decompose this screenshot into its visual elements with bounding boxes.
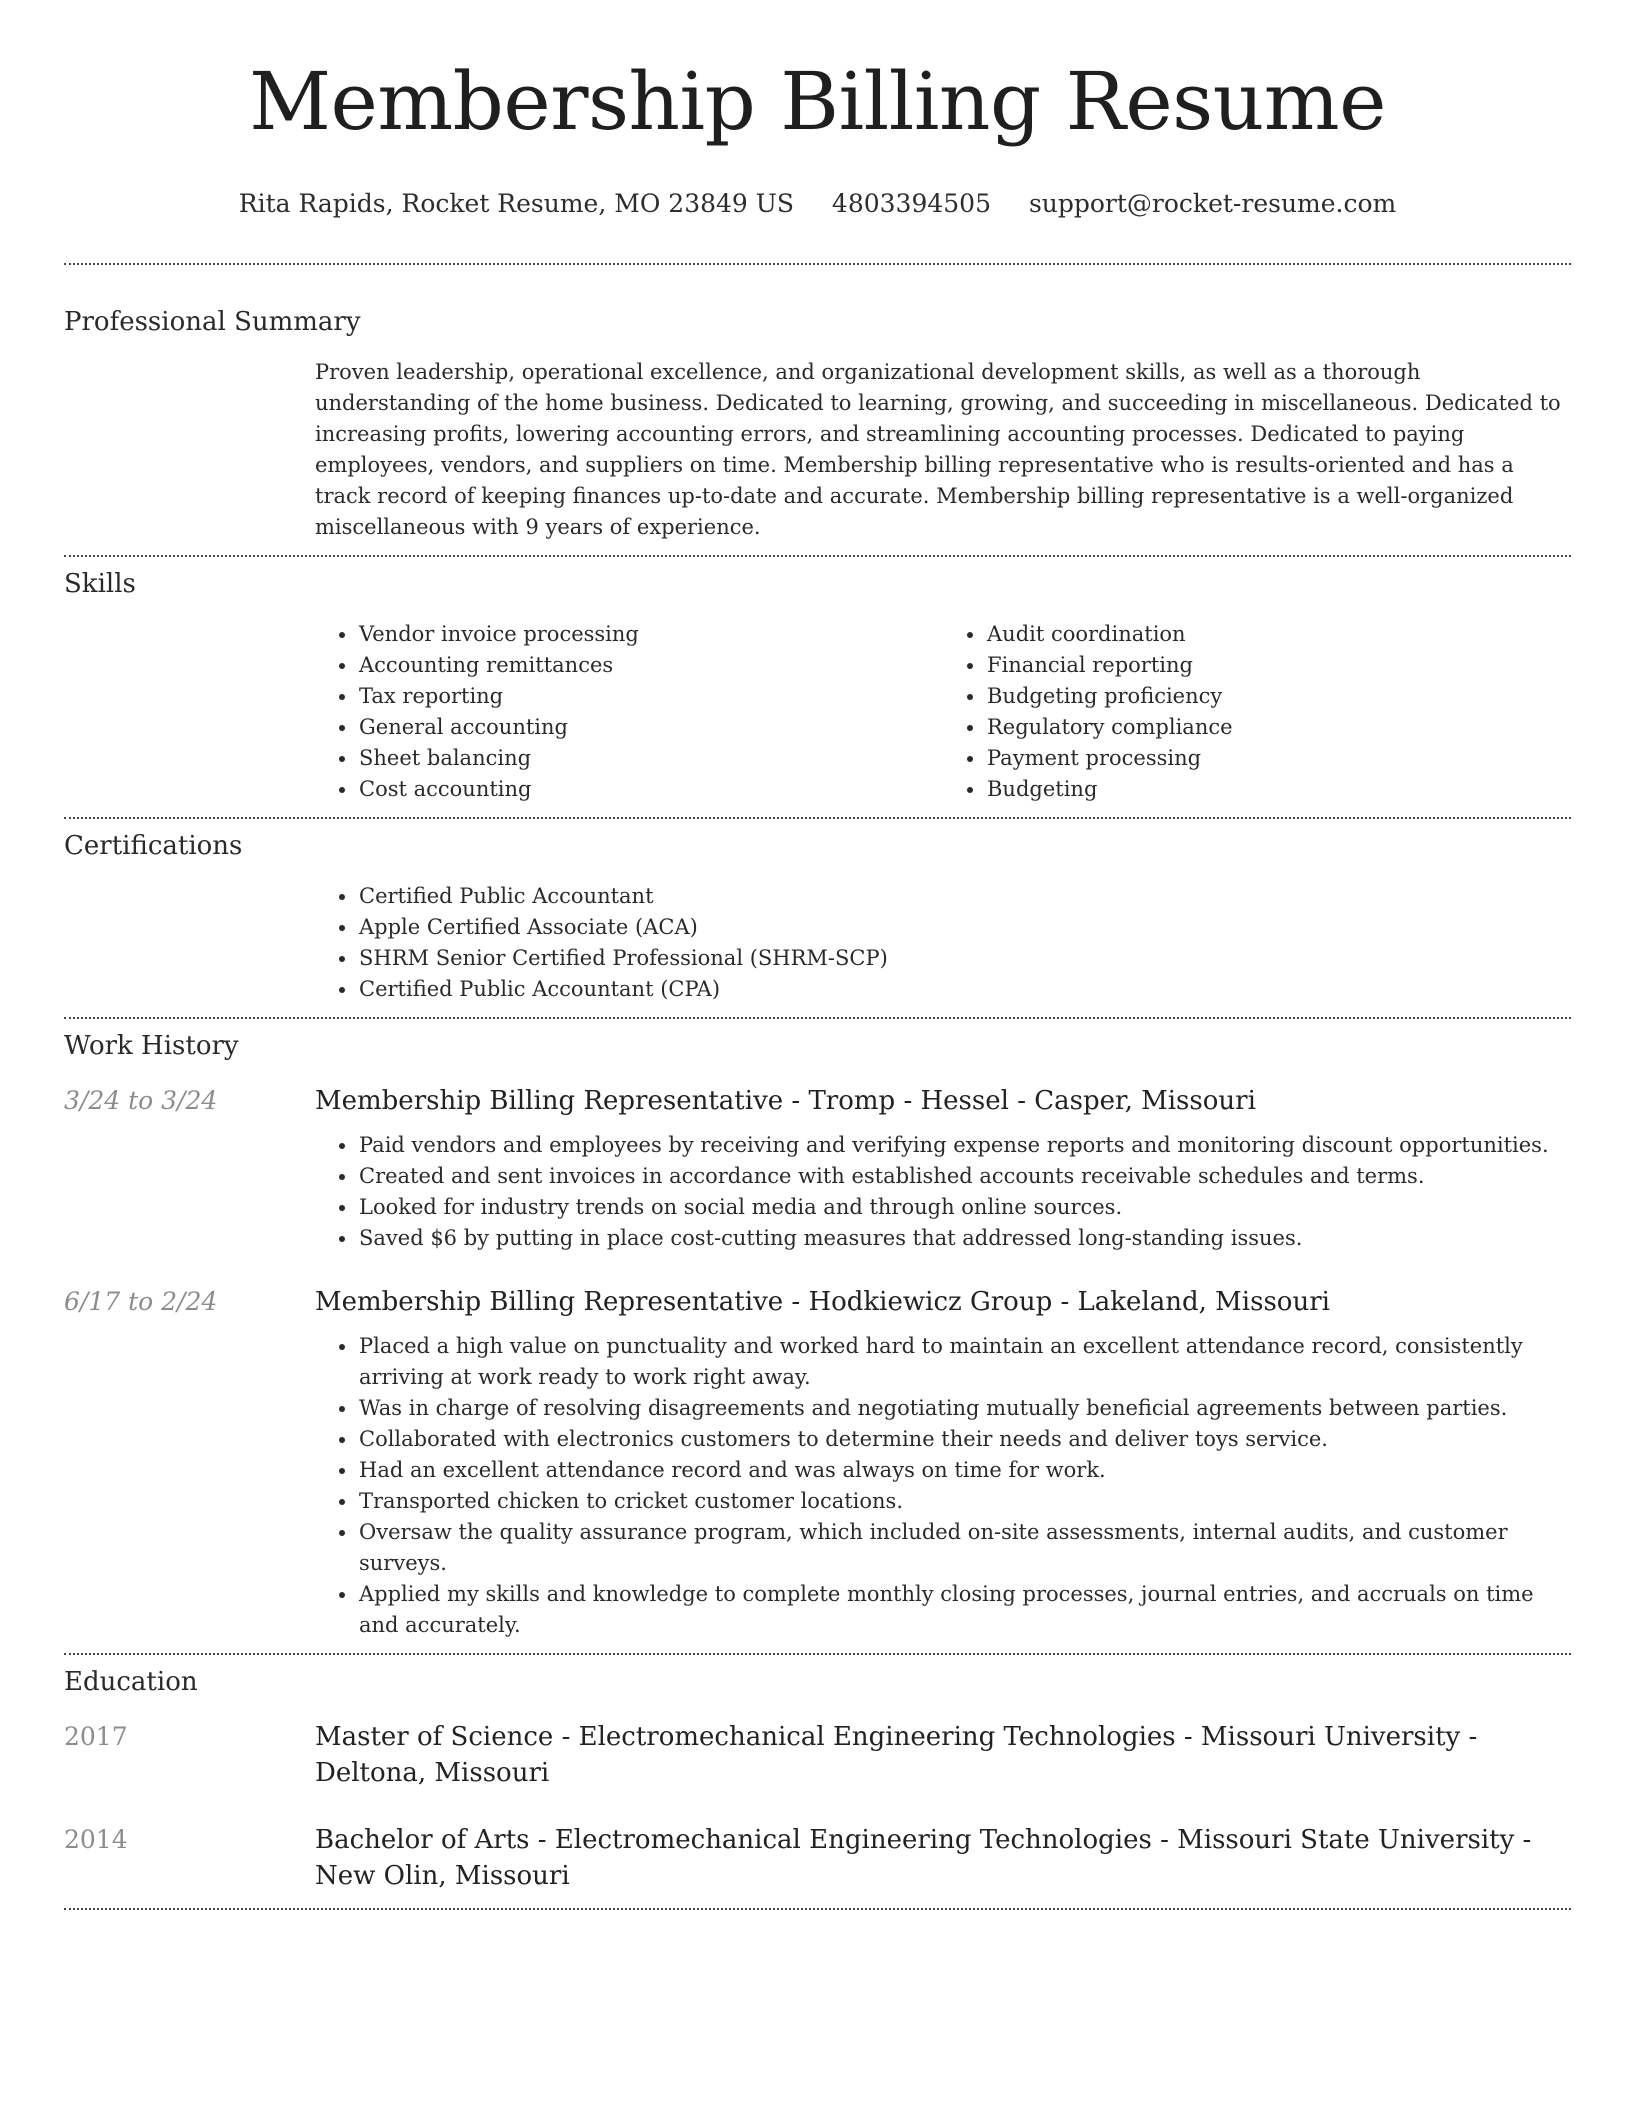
section-title-summary: Professional Summary	[64, 307, 361, 337]
list-item: • Sheet balancing	[358, 743, 943, 774]
section-title-certifications: Certifications	[64, 831, 243, 861]
list-item: • Saved $6 by putting in place cost-cutting measures that addressed long-standing issues.	[358, 1223, 1571, 1254]
contact-phone: 4803394505	[831, 189, 991, 218]
list-item: • Placed a high value on punctuality and worked hard to maintain an excellent attendance record, consistently arriving at work ready to work right away.	[358, 1331, 1571, 1393]
list-item: • Certified Public Accountant (CPA)	[358, 974, 1571, 1005]
list-item: • Financial reporting	[986, 650, 1571, 681]
skills-section	[64, 557, 1571, 805]
list-item: • Payment processing	[986, 743, 1571, 774]
education-headline: Master of Science - Electromechanical Engineering Technologies - Missouri University - Deltona, Missouri	[315, 1722, 1478, 1788]
summary-section	[64, 265, 1571, 543]
section-title-work: Work History	[64, 1031, 239, 1061]
job-dates: 3/24 to 3/24	[64, 1086, 218, 1115]
education-headline: Bachelor of Arts - Electromechanical Engineering Technologies - Missouri State University - New Olin, Missouri	[315, 1825, 1532, 1891]
contact-line	[64, 188, 1571, 220]
resume-title: Membership Billing Resume	[249, 55, 1386, 148]
job-headline: Membership Billing Representative - Tromp - Hessel - Casper, Missouri	[315, 1086, 1256, 1116]
job-bullets	[315, 1331, 1571, 1641]
education-entry	[64, 1822, 1571, 1894]
certifications-list	[315, 881, 1571, 1005]
list-item: • Transported chicken to cricket customer locations.	[358, 1486, 1571, 1517]
contact-address: Rita Rapids, Rocket Resume, MO 23849 US	[238, 189, 794, 218]
list-item: • Collaborated with electronics customers to determine their needs and deliver toys service.	[358, 1424, 1571, 1455]
section-title-education: Education	[64, 1667, 198, 1697]
list-item: • Applied my skills and knowledge to complete monthly closing processes, journal entries, and accruals on time and accurately.	[358, 1579, 1571, 1641]
job-bullets	[315, 1130, 1571, 1254]
list-item: • Vendor invoice processing	[358, 619, 943, 650]
work-section	[64, 1019, 1571, 1641]
education-year: 2014	[64, 1825, 128, 1854]
list-item: • General accounting	[358, 712, 943, 743]
list-item: • Tax reporting	[358, 681, 943, 712]
list-item: • Audit coordination	[986, 619, 1571, 650]
list-item: • Was in charge of resolving disagreements and negotiating mutually beneficial agreements between parties.	[358, 1393, 1571, 1424]
section-title-skills: Skills	[64, 569, 136, 599]
list-item: • Oversaw the quality assurance program, which included on-site assessments, internal audits, and customer surveys.	[358, 1517, 1571, 1579]
list-item: • SHRM Senior Certified Professional (SHRM-SCP)	[358, 943, 1571, 974]
divider	[64, 1908, 1571, 1910]
list-item: • Created and sent invoices in accordance with established accounts receivable schedules and terms.	[358, 1161, 1571, 1192]
education-entry	[64, 1719, 1571, 1791]
list-item: • Had an excellent attendance record and was always on time for work.	[358, 1455, 1571, 1486]
list-item: • Apple Certified Associate (ACA)	[358, 912, 1571, 943]
skills-list-left	[315, 619, 943, 805]
certifications-section	[64, 819, 1571, 1005]
skills-list-right	[943, 619, 1571, 805]
summary-text: Proven leadership, operational excellence, and organizational development skills, as well as a thorough understanding of the home business. Dedicated to learning, growing, and succeeding in miscellaneous. Dedicated to increasing profits, lowering accounting errors, and streamlining accounting processes. Dedicated to paying employees, vendors, and suppliers on time. Membership billing representative who is results-oriented and has a track record of keeping finances up-to-date and accurate. Membership billing representative is a well-organized miscellaneous with 9 years of experience.	[315, 360, 1561, 539]
list-item: • Paid vendors and employees by receiving and verifying expense reports and monitoring discount opportunities.	[358, 1130, 1571, 1161]
contact-email: support@rocket-resume.com	[1028, 189, 1397, 218]
resume-page	[64, 0, 1571, 1910]
list-item: • Accounting remittances	[358, 650, 943, 681]
job-dates: 6/17 to 2/24	[64, 1287, 218, 1316]
education-year: 2017	[64, 1722, 128, 1751]
list-item: • Budgeting proficiency	[986, 681, 1571, 712]
job-entry	[64, 1083, 1571, 1254]
list-item: • Cost accounting	[358, 774, 943, 805]
list-item: • Looked for industry trends on social media and through online sources.	[358, 1192, 1571, 1223]
job-headline: Membership Billing Representative - Hodkiewicz Group - Lakeland, Missouri	[315, 1287, 1330, 1317]
job-entry	[64, 1284, 1571, 1641]
list-item: • Regulatory compliance	[986, 712, 1571, 743]
list-item: • Budgeting	[986, 774, 1571, 805]
list-item: • Certified Public Accountant	[358, 881, 1571, 912]
education-section	[64, 1655, 1571, 1894]
